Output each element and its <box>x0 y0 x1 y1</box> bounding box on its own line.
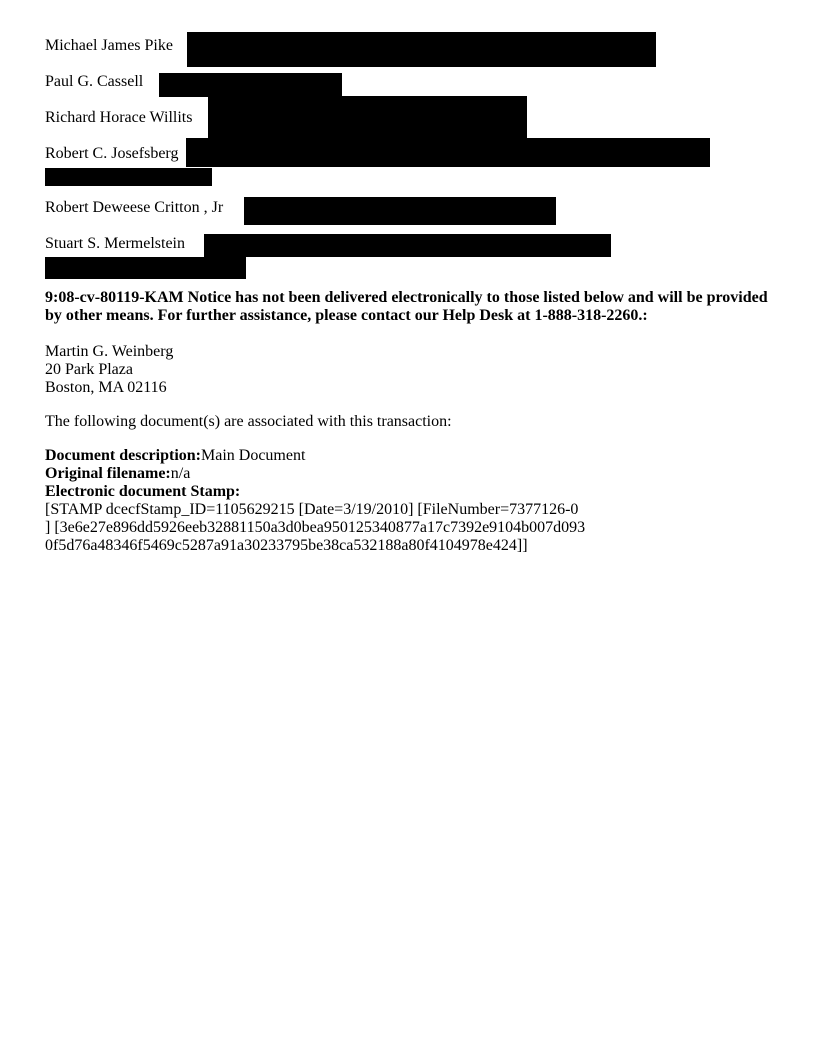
mail-recipient-street: 20 Park Plaza <box>45 361 133 378</box>
stamp-line-2: ] [3e6e27e896dd5926eeb32881150a3d0bea950125340877a17c7392e9104b007d093 <box>45 519 586 536</box>
redaction-bar <box>45 168 212 186</box>
redaction-bar <box>208 96 527 138</box>
redaction-bar <box>244 197 556 225</box>
associated-intro: The following document(s) are associated with this transaction: <box>45 413 452 430</box>
original-filename-line <box>45 465 585 483</box>
redaction-bar <box>204 234 611 257</box>
mail-recipient-address <box>45 343 173 397</box>
recipient-name-4: Robert C. Josefsberg <box>45 145 179 162</box>
document-details <box>45 447 585 555</box>
stamp-line-1: [STAMP dcecfStamp_ID=1105629215 [Date=3/19/2010] [FileNumber=7377126-0 <box>45 501 579 518</box>
recipient-name-5: Robert Deweese Critton , Jr <box>45 199 224 216</box>
stamp-line-3: 0f5d76a48346f5469c5287a91a30233795be38ca532188a80f4104978e424]] <box>45 537 528 554</box>
recipient-name-2: Paul G. Cassell <box>45 73 144 90</box>
redaction-bar <box>186 138 710 167</box>
mail-recipient-city: Boston, MA 02116 <box>45 379 167 396</box>
mail-recipient-name: Martin G. Weinberg <box>45 343 174 360</box>
recipient-name-1: Michael James Pike <box>45 37 173 54</box>
redaction-bar <box>45 257 246 279</box>
recipient-name-6: Stuart S. Mermelstein <box>45 235 185 252</box>
document-description-value: Main Document <box>200 447 306 464</box>
original-filename-value: n/a <box>170 465 191 482</box>
stamp-label: Electronic document Stamp: <box>45 483 241 500</box>
recipient-name-3: Richard Horace Willits <box>45 109 193 126</box>
original-filename-label: Original filename: <box>45 465 171 482</box>
document-description-label: Document description: <box>45 447 201 464</box>
redaction-bar <box>159 73 342 97</box>
document-description-line <box>45 447 585 465</box>
redaction-bar <box>187 32 656 67</box>
notice-heading: 9:08-cv-80119-KAM Notice has not been delivered electronically to those listed below and will be provided by other means. For further assistance, please contact our Help Desk at 1-888-318-2260.: <box>45 289 768 324</box>
